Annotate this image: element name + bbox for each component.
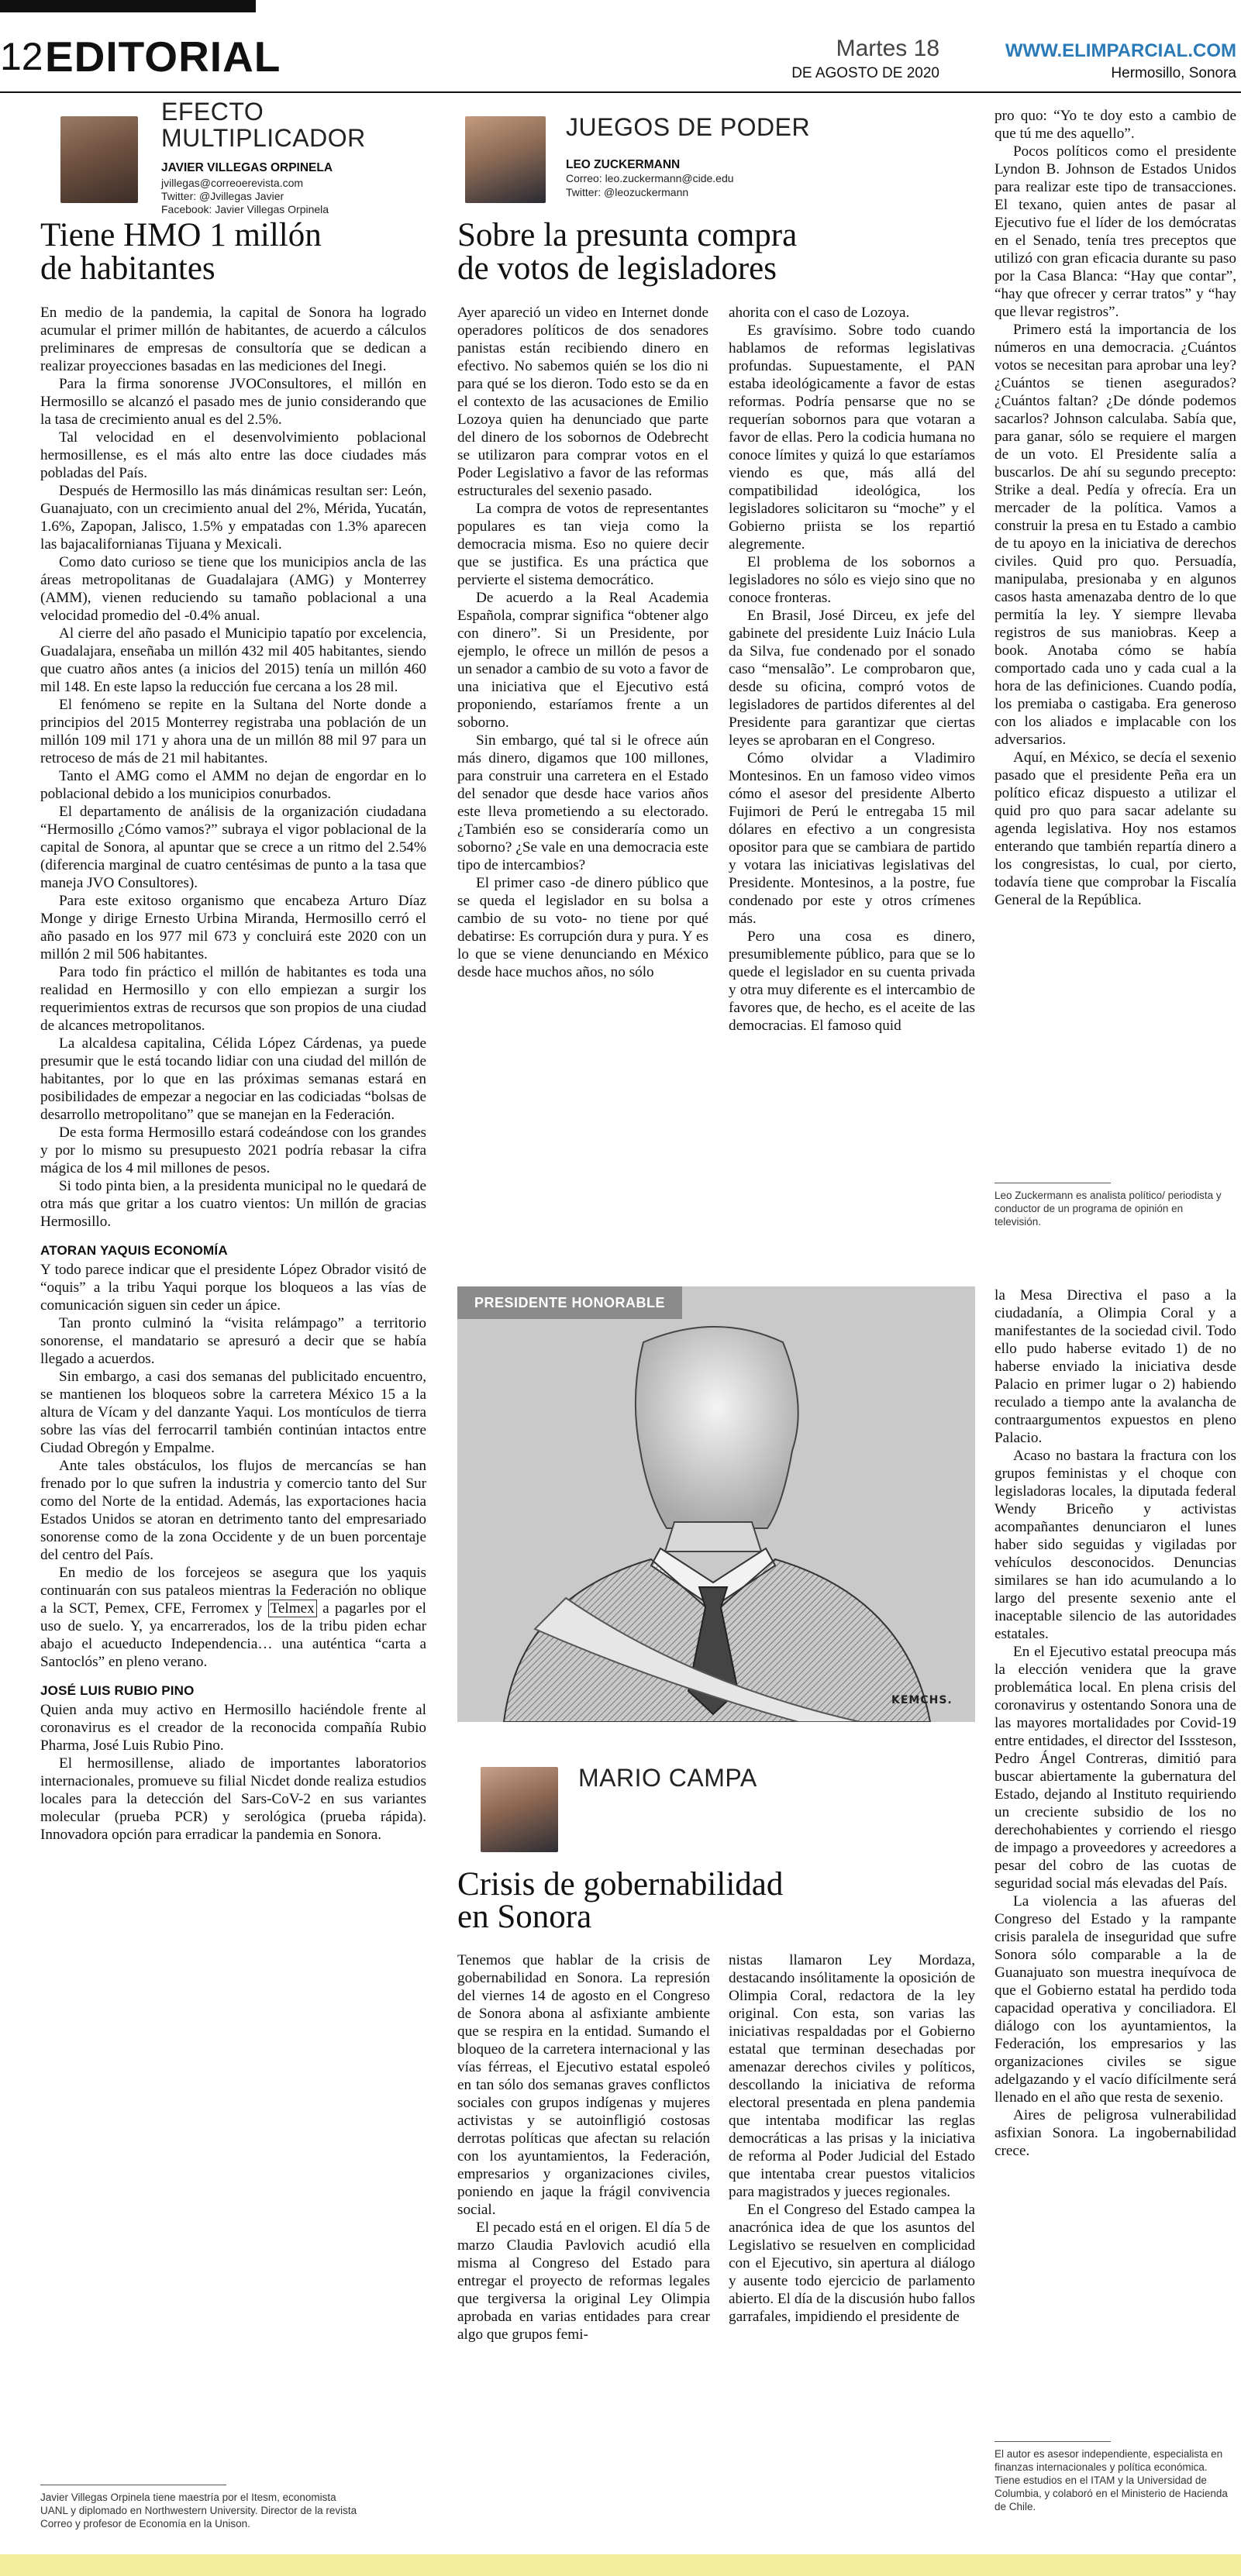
author-footnote: Leo Zuckermann es analista político/ periodista y conductor de un programa de opinión en televisión. [995,1190,1222,1228]
article-body-zuckermann-a [457,304,708,981]
paragraph: De acuerdo a la Real Academia Española, comprar significa “obtener algo con dinero”. Si un Presidente, por ejemplo, le ofrece un millón de pesos a un senador a cambio de su voto a favor de una iniciativa que el Ejecutivo está proponiendo, estaríamos frente a un soborno. [457,590,708,731]
paragraph: El hermosillense, aliado de importantes laboratorios internacionales, promueve su filial Nicdet donde realiza estudios locales para la detección del Sars-CoV-2 en sus variantes molecular (prueba PCR) y serológica (prueba rápida). Innovadora opción para erradicar la pandemia en Sonora. [40,1755,426,1843]
paragraph-head: En medio de los forcejeos se asegura que los yaquis continuarán con sus pataleos mientras la Federación no oblique a la SCT, Pemex, CFE, Ferromex y [40,1565,426,1617]
author-twitter[interactable]: Twitter: @leozuckermann [566,186,689,198]
subhead-atoran-yaquis: ATORAN YAQUIS ECONOMÍA [40,1243,228,1258]
paragraph: Sin embargo, qué tal si le ofrece aún más dinero, digamos que 100 millones, para construir una carretera en el Estado del senador que desde hace varios años este lleva prometiendo a su electorado. ¿También eso se consideraría como un soborno? ¿Se vale en una democracia este tipo de intercambios? [457,732,708,873]
paragraph: Para todo fin práctico el millón de habitantes es toda una realidad en Hermosillo y con ello empiezan a surgir los requerimientos extras de recursos que son propios de una ciudad de alcances metropolitanos. [40,964,426,1034]
paragraph: Aquí, en México, se decía el sexenio pasado que el presidente Peña era un político eficaz dispuesto a utilizar el quid pro quo para sacar adelante su agenda legislativa. Hoy nos estamos enterando que también repartía dinero a los congresistas, lo cual, por cierto, todavía tiene que comprobar la Fiscalía General de la República. [995,749,1236,908]
paragraph: Como dato curioso se tiene que los municipios ancla de las áreas metropolitanas de Guadalajara (AMG) y Monterrey (AMM), vienen reduciendo su tamaño poblacional a una velocidad promedio del -0.4% anual. [40,554,426,624]
author-twitter[interactable]: Twitter: @Jvillegas Javier [161,190,284,202]
cartoon-label: PRESIDENTE HONORABLE [457,1286,682,1319]
paragraph: Es gravísimo. Sobre todo cuando hablamos de reformas legislativas profundas. Supuestamente, el PAN estaba ideológicamente a favor de estas reformas. Podría pensarse que no se requerían sobornos para que votaran a favor de ellas. Pero la codicia humana no conoce límites y quizá lo que estaríamos viendo es que, más allá del compatibilidad ideológica, los legisladores solicitaron su “moche” y el Gobierno priista se los repartió alegremente. [729,322,975,553]
author-email[interactable]: Correo: leo.zuckermann@cide.edu [566,172,734,184]
paragraph: La alcaldesa capitalina, Célida López Cárdenas, ya puede presumir que le está tocando lidiar con una ciudad del millón de habitantes, por lo que en las próximas semanas estará en posibilidades de empezar a negociar en las codiciadas “bolsas de desarrollo metropolitano” que se manejan en la Federación. [40,1035,426,1123]
paragraph: Tenemos que hablar de la crisis de gobernabilidad en Sonora. La represión del viernes 14 de agosto en el Congreso de Sonora abona al asfixiante ambiente que se respira en la entidad. Sumando el bloqueo de la carretera internacional y las vías férreas, el Ejecutivo estatal espoleó en tan sólo dos semanas graves conflictos sociales con grupos indígenas y mujeres activistas y se autoinfligió costosas derrotas políticas que afectan su relación con los ayuntamientos, la Federación, empresarios y organizaciones civiles, poniendo en jaque la frágil convivencia social. [457,1952,710,2218]
headline-line1: Crisis de gobernabilidad [457,1866,784,1903]
cartoon-illustration [457,1319,975,1722]
headline-line2: de habitantes [40,250,215,287]
issue-date: DE AGOSTO DE 2020 [791,65,939,81]
paragraph: ahorita con el caso de Lozoya. [729,305,910,321]
paragraph: La compra de votos de representantes populares es tan vieja como la democracia misma. Eso no quiere decir que se justifica. Es una práctica que pervierte el sistema democrático. [457,501,708,588]
article-body-campa-b [729,1951,975,2326]
headline-line2: de votos de legisladores [457,250,777,287]
column-title-line1: EFECTO [161,98,264,126]
paragraph: Sin embargo, a casi dos semanas del publicitado encuentro, se mantienen los bloqueos sobre la carretera México 15 a la altura de Vícam y del danzante Yaqui. Los montículos de tierra sobre las vías del ferrocarril también continúan intactos entre Ciudad Obregón y Empalme. [40,1369,426,1456]
paragraph: Acaso no bastara la fractura con los grupos feministas y el choque con legisladoras locales, la diputada federal Wendy Briceño y activistas acompañantes denunciaron el lunes haber sido seguidas y vigiladas por vehículos desconocidos. Denuncias similares se han ido acumulando a lo largo del presente sexenio ante el inaceptable silencio de las autoridades estatales. [995,1448,1236,1642]
paragraph: la Mesa Directiva el paso a la ciudadanía, a Olimpia Coral y a manifestantes de la sociedad civil. Todo ello pudo haberse evitado 1) de no haberse enviado la iniciativa desde Palacio en primer lugar o 2) habiendo reculado a tiempo ante la avalancha de contraargumentos expuestos en pleno Palacio. [995,1287,1236,1446]
paragraph: Tal velocidad en el desenvolvimiento poblacional hermosillense, es el más alto entre las doce ciudades más pobladas del País. [40,429,426,481]
footnote-rule [995,2441,1111,2442]
paragraph: En el Ejecutivo estatal preocupa más la elección venidera que la grave problemática local. En plena crisis del coronavirus y ostentando Sonora una de las mayores mortalidades por Covid-19 entre entidades, el director del Isssteson, Pedro Ángel Contreras, dimitió para buscar abiertamente la gubernatura del Estado, dejando al Instituto requiriendo un creciente subsidio de los no derechohabientes y corriendo el riesgo de impago a proveedores y acreedores a pesar del cobro de las cuotas de seguridad social más elevadas del País. [995,1644,1236,1892]
top-bar [0,0,256,12]
section-title: EDITORIAL [45,33,281,81]
paragraph: Ante tales obstáculos, los flujos de mercancías se han frenado por lo que sufren la industria y comercio tanto del Sur como del Norte de la entidad. Además, las exportaciones hacia Estados Unidos se atoran en detrimento tanto del empresariado sonorense como de la zona Occidente y de un buen porcentaje del centro del País. [40,1458,426,1563]
bottom-strip [0,2554,1241,2576]
subhead-rubio-pino: JOSÉ LUIS RUBIO PINO [40,1683,195,1698]
city-label: Hermosillo, Sonora [1111,65,1236,81]
author-footnote: El autor es asesor independiente, especialista en finanzas internacionales y política económica. Tiene estudios en el ITAM y la Universidad de Columbia, y colaboró en el Ministerio de Hacienda de Chile. [995,2448,1228,2512]
paragraph: Pero una cosa es dinero, presumiblemente público, para que se lo quede el legislador en su cuenta privada y otra muy diferente es el intercambio de favores que, de hecho, es el aceite de las democracias. El famoso quid [729,928,975,1034]
column-title: JUEGOS DE PODER [566,113,811,141]
article-body-zuckermann-c [995,107,1236,909]
cartoon-neck [665,1522,761,1551]
paragraph: Si todo pinta bien, a la presidenta municipal no le quedará de otra más que gritar a los cuatro vientos: Un millón de gracias Hermosillo. [40,1178,426,1230]
paragraph: De esta forma Hermosillo estará codeándose con los grandes y por lo mismo su presupuesto 2021 podría rebasar la cifra mágica de los 4 mil millones de pesos. [40,1124,426,1176]
paragraph: Pocos políticos como el presidente Lyndon B. Johnson de Estados Unidos para realizar este tipo de transacciones. El texano, quien antes de pasar al Ejecutivo fue el líder de los demócratas en el Senado, tenía tres preceptos que utilizó con gran eficacia durante su paso por la Casa Blanca: “Hay que contar”, “hay que ofrecer y cerrar tratos” y “hay que llevar registros”. [995,143,1236,320]
paragraph: Aires de peligrosa vulnerabilidad asfixian Sonora. La ingobernabilidad crece. [995,2107,1236,2159]
headline-line2: en Sonora [457,1899,592,1935]
paragraph: En medio de la pandemia, la capital de Sonora ha logrado acumular el primer millón de habitantes, de acuerdo a cálculos preliminares de empresas de consultoría que se dedican a realizar proyecciones basadas en las mediciones del Inegi. [40,305,426,374]
paragraph: Cómo olvidar a Vladimiro Montesinos. En un famoso video vimos cómo el asesor del presidente Alberto Fujimori de Perú le entregaba 15 mil dólares en efectivo a un congresista opositor para que se cambiara de partido y votara las iniciativas legislativas del Presidente. Montesinos, a la postre, fue condenado por este y otros crímenes más. [729,750,975,927]
headline-line1: Tiene HMO 1 millón [40,217,322,253]
paragraph: La violencia a las afueras del Congreso del Estado y la rampante crisis paralela de inseguridad que sufre Sonora sólo comparable a la de Guanajuato son muestra inequívoca de que el Gobierno estatal ha perdido toda capacidad operativa y conciliadora. El diálogo con los ayuntamientos, la Federación, los empresarios y las organizaciones civiles se sigue adelgazando y el vacío difícilmente será llenado en el año que resta de sexenio. [995,1893,1236,2106]
cartoon-panel [457,1286,975,1722]
paragraph: nistas llamaron Ley Mordaza, destacando insólitamente la oposición de Olimpia Coral, redactora de la ley original. Con esta, son varias las iniciativas respaldadas por el Gobierno estatal que terminan desechadas por amenazar derechos civiles y políticos, descollando la iniciativa de reforma electoral presentada en plena pandemia que intentaba modificar las reglas democráticas a las prisas y la iniciativa de reforma al Poder Judicial del Estado que intentaba crear puestos vitalicios para magistrados y jueces regionales. [729,1952,975,2200]
author-photo-zuckermann [465,116,546,203]
paragraph: Después de Hermosillo las más dinámicas resultan ser: León, Guanajuato, con un crecimiento anual del 2%, Mérida, Yucatán, 1.6%, Zapopan, Jalisco, 1.5% y empatadas con 1.3% aparecen las bajacalifornianas Tijuana y Mexicali. [40,483,426,553]
paragraph: El problema de los sobornos a legisladores no sólo es viejo sino que no conoce fronteras. [729,554,975,606]
column-title-line2: MULTIPLICADOR [161,124,366,152]
paragraph-telmex [40,1564,426,1671]
page-number: 12 [0,35,43,78]
paragraph: Tanto el AMG como el AMM no dejan de engordar en lo poblacional debido a los municipios conurbados. [40,768,426,802]
paragraph-tail: a pagarles por el uso de suelo. Y, ya encarrerados, los de la tribu piden echar abajo el acueducto Independencia… una auténtica “carta a Santoclós” en pleno verano. [40,1600,426,1670]
paragraph: pro quo: “Yo te doy esto a cambio de que tú me des aquello”. [995,108,1236,142]
site-link[interactable]: WWW.ELIMPARCIAL.COM [1005,40,1236,61]
column-title: MARIO CAMPA [578,1764,757,1792]
paragraph: Tan pronto culminó la “visita relámpago” a territorio sonorense, el mandatario se apresuró a decir que se había llegado a acuerdos. [40,1315,426,1367]
paragraph: El fenómeno se repite en la Sultana del Norte donde a principios del 2015 Monterrey registraba una población de un millón 109 mil 171 y ahora una de un millón 88 mil 97 para un retroceso de más de 21 mil habitantes. [40,697,426,766]
paragraph: En Brasil, José Dirceu, ex jefe del gabinete del presidente Luiz Inácio Lula da Silva, fue condenado por el sonado caso “mensalão”. Le comprobaron que, desde su oficina, compró votos de legisladores de partidos diferentes al del Presidente para garantizar que ciertas leyes se aprobaran en el Congreso. [729,608,975,749]
headline-line1: Sobre la presunta compra [457,217,798,253]
article-body-villegas [40,304,426,1844]
cartoon-head [636,1327,798,1528]
author-name: JAVIER VILLEGAS ORPINELA [161,161,333,174]
paragraph: El departamento de análisis de la organización ciudadana “Hermosillo ¿Cómo vamos?” subraya el vigor poblacional de la capital de Sonora, al apuntar que se crece a un ritmo del 2.54% (diferencia marginal de cuatro centésimas de punto a la tasa que maneja JVO Consultores). [40,804,426,891]
paragraph: Para este exitoso organismo que encabeza Arturo Díaz Monge y dirige Ernesto Urbina Miranda, Hermosillo cerró el año pasado en los 977 mil 673 y concluirá este 2020 con un millón 2 mil 506 habitantes. [40,893,426,963]
masthead-rule [0,91,1241,93]
issue-weekday: Martes 18 [836,36,939,61]
author-footnote: Javier Villegas Orpinela tiene maestría por el Itesm, economista UANL y diplomado en Northwestern University. Director de la revista Correo y profesor de Economía en la Unison. [40,2492,357,2530]
author-email[interactable]: jvillegas@correoerevista.com [161,177,304,189]
author-facebook[interactable]: Facebook: Javier Villegas Orpinela [161,203,329,215]
paragraph: Primero está la importancia de los números en una democracia. ¿Cuántos votos se necesitan para aprobar una ley? ¿Cuántos se tienen asegurados? ¿Cuántos faltan? ¿De dónde podemos sacarlos? Johnson calculaba. Sabía que, para ganar, sólo se requiere el margen de un voto. El Presidente salía a buscarlos. De ahí su segundo precepto: Strike a deal. Pedía y ofrecía. Era un mercader de la política. Vamos a construir la presa en tu Estado a cambio de tu apoyo en la iniciativa de derechos civiles. Quid pro quo. Persuadía, manipulaba, presionaba y en algunos casos hasta amenazaba dentro de lo que permitía la ley. Y siempre llevaba registros de sus maniobras. Keep a book. Anotaba cómo se había comportado cada uno y cada cual a la hora de las definiciones. Cuando podía, los premiaba o castigaba. Era generoso con los aliados e implacable con los adversarios. [995,322,1236,748]
cartoon-signature: KEMCHS. [891,1694,953,1706]
article-body-campa-c [995,1286,1236,2160]
paragraph: En el Congreso del Estado campea la anacrónica idea de que los asuntos del Legislativo se resuelven en complicidad con el Ejecutivo, sin apertura al diálogo y ausente todo ejercicio de parlamento abierto. El día de la discusión hubo fallos garrafales, impidiendo el presidente de [729,2202,975,2325]
author-photo-villegas [60,116,138,203]
paragraph: Para la firma sonorense JVOConsultores, el millón en Hermosillo se alcanzó el pasado mes de junio considerando que la tasa de crecimiento anual es del 2.5%. [40,376,426,428]
author-photo-campa [481,1767,558,1852]
author-name: LEO ZUCKERMANN [566,158,681,171]
paragraph: El pecado está en el origen. El día 5 de marzo Claudia Pavlovich acudió ella misma al Congreso del Estado para entregar el proyecto de reformas legales que tergiversa la original Ley Olimpia aprobada en varias entidades para crear algo que grupos femi- [457,2220,710,2343]
paragraph: Quien anda muy activo en Hermosillo haciéndole frente al coronavirus es el creador de la reconocida compañía Rubio Pharma, José Luis Rubio Pino. [40,1702,426,1754]
paragraph: Ayer apareció un video en Internet donde operadores políticos de dos senadores panistas están recibiendo dinero en efectivo. No sabemos quién se los dio ni para qué se los dieron. Todo esto se da en el contexto de las acusaciones de Emilio Lozoya quien ha denunciado que parte del dinero de los sobornos de Odebrecht se utilizaron para comprar votos en el Poder Legislativo a favor de las reformas estructurales del sexenio pasado. [457,305,708,499]
paragraph: El primer caso -de dinero público que se queda el legislador en su bolsa a cambio de su voto- no tiene por qué debatirse: Es corrupción dura y pura. Y es lo que se viene denunciando en México desde hace muchos años, no sólo [457,875,708,980]
paragraph: Y todo parece indicar que el presidente López Obrador visitó de “oquis” a la tribu Yaqui porque los bloqueos a las vías de comunicación siguen sin ceder un ápice. [40,1262,426,1314]
article-body-campa-a [457,1951,710,2344]
article-body-zuckermann-b [729,304,975,1035]
paragraph: Al cierre del año pasado el Municipio tapatío por excelencia, Guadalajara, enseñaba un millón 432 mil 405 habitantes, siendo que cuatro años antes (a inicios del 2015) tenía un millón 460 mil 148. En este lapso la reducción fue cercana a los 28 mil. [40,625,426,695]
telmex-highlight: Telmex [268,1600,317,1617]
